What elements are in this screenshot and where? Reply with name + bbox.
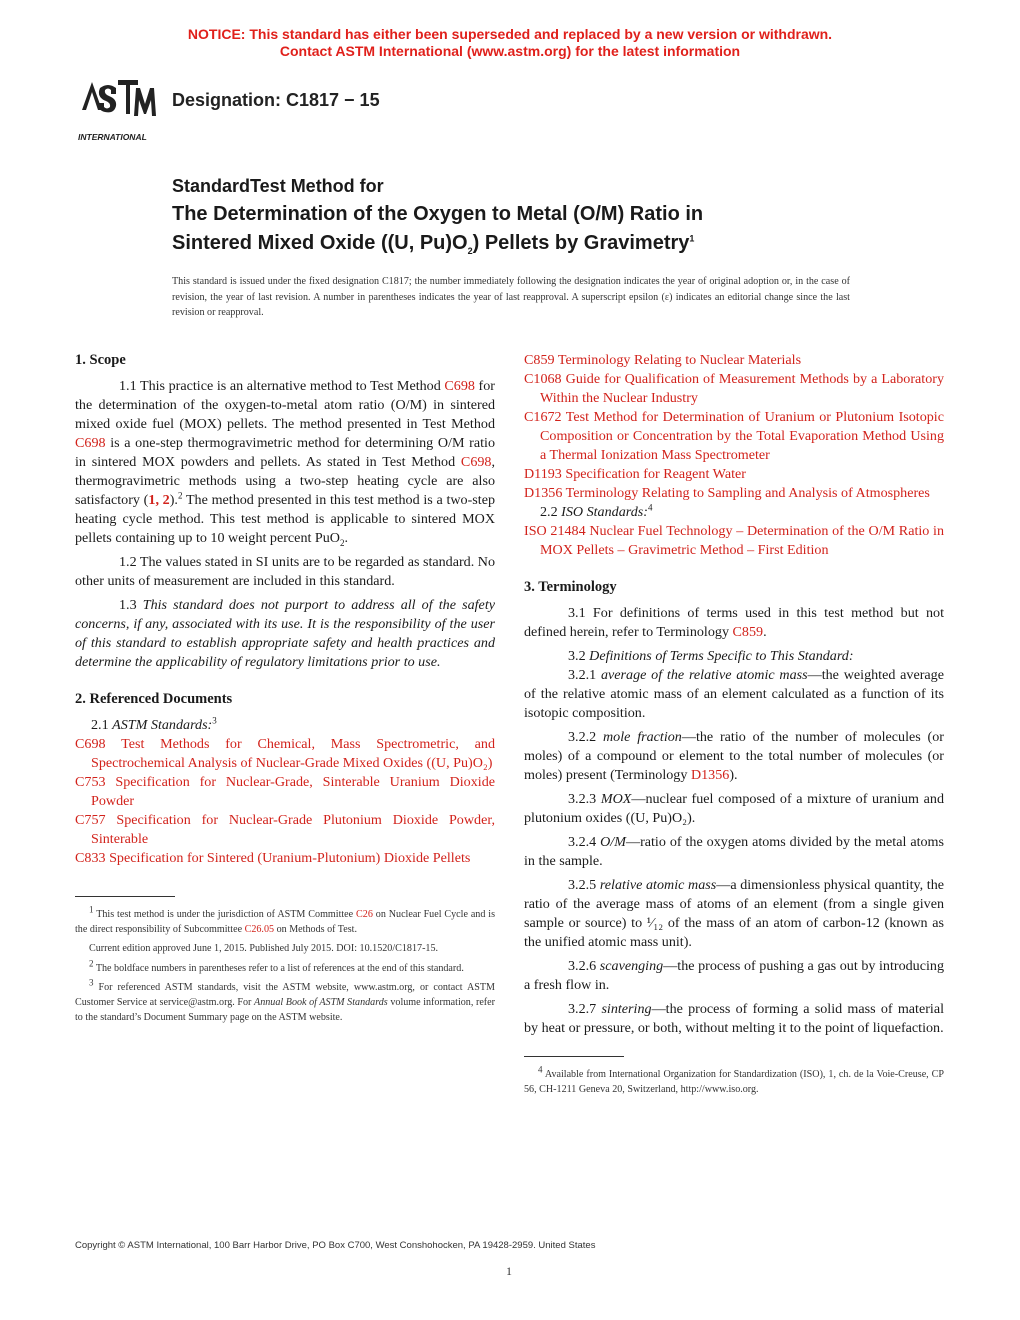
ref-link-c698[interactable]: C698: [444, 378, 475, 394]
reference-item: [524, 408, 944, 465]
ref-title-link[interactable]: Terminology Relating to Sampling and Analysis of Atmospheres: [565, 485, 930, 501]
reference-item: [524, 351, 944, 370]
ref-title-link[interactable]: Specification for Sintered (Uranium-Plutonium) Dioxide Pellets: [109, 850, 471, 866]
ref-code-link[interactable]: C1068: [524, 371, 562, 387]
definition-3-2-4: 3.2.4 O/M—ratio of the oxygen atoms divided by the metal atoms in the sample.: [524, 834, 944, 869]
terminology-3-2: 3.2 Definitions of Terms Specific to This Standard:: [568, 648, 854, 664]
definition-3-2-3: 3.2.3 MOX—nuclear fuel composed of a mixture of uranium and plutonium oxides ((U, Pu)O₂).: [524, 791, 944, 826]
reference-item: [75, 773, 495, 811]
ref-title-link[interactable]: Guide for Qualification of Measurement Methods by a Laboratory Within the Nuclear Industry: [540, 371, 945, 406]
reference-item: [75, 849, 495, 868]
footnote-1-edition: Current edition approved June 1, 2015. Published July 2015. DOI: 10.1520/C1817-15.: [89, 943, 439, 955]
ref-title-link[interactable]: Specification for Reagent Water: [565, 466, 746, 482]
reference-item: [524, 465, 944, 484]
iso-standards-label: 2.2 ISO Standards:$^4$: [540, 502, 653, 520]
right-column: [524, 351, 944, 1101]
section-scope-heading: 1. Scope: [75, 352, 126, 368]
definition-3-2-1: 3.2.1 average of the relative atomic mass—the weighted average of the relative atomic mass of an element calculated as a function of its isotopic composition.: [524, 667, 944, 721]
ref-title-link[interactable]: Test Methods for Chemical, Mass Spectrometric, and Spectrochemical Analysis of Nuclear-Grade Mixed Oxides ((U, Pu)O₂): [91, 736, 495, 771]
section-refdocs-heading: 2. Referenced Documents: [75, 691, 233, 707]
ref-link-c698[interactable]: C698: [75, 435, 106, 451]
reference-item: [524, 522, 944, 560]
footnote-2: $^2$ The boldface numbers in parentheses refer to a list of references at the end of this standard.: [89, 958, 464, 974]
reference-item: [524, 484, 944, 503]
designation: Designation: C1817 − 15: [172, 90, 380, 110]
ref-code-link[interactable]: C859: [524, 352, 555, 368]
scope-1-1: 1.1 This practice is an alternative method to Test Method C698 for the determination of the oxygen-to-metal atom ratio (O/M) in sintered mixed oxide fuel (MOX) pellets. The method presented in Test Method C698 is a one-step thermogravimetric method for determining O/M ratio in sintered MOX powders and pellets. As stated in Test Method C698, thermogravimetric methods using a two-step heating cycle are also satisfactory (1, 2).$^2$ The method presented in this test method is a two-step heating cycle method. This test method is applicable to sintered MOX pellets containing up to 10 weight percent PuO$_2$.: [75, 378, 496, 548]
footnotes-left: [75, 904, 496, 1025]
ref-title-link[interactable]: Specification for Nuclear-Grade, Sinterable Uranium Dioxide Powder: [91, 774, 495, 809]
ref-code-link[interactable]: D1193: [524, 466, 562, 482]
ref-code-link[interactable]: ISO 21484: [524, 523, 586, 539]
reference-item: [75, 811, 495, 849]
ref-code-link[interactable]: C757: [75, 812, 106, 828]
ref-title-link[interactable]: Test Method for Determination of Uranium or Plutonium Isotopic Composition or Concentration by the Total Evaporation Method Using a Thermal Ionization Mass Spectrometer: [540, 409, 944, 463]
ref-link-c26[interactable]: C26: [356, 909, 373, 920]
definition-3-2-5: 3.2.5 relative atomic mass—a dimensionless physical quantity, the ratio of the average mass of atoms of an element (from a single given sample or source) to ¹⁄₁₂ of the mass of an atom of carbon-12 (known as the unified atomic mass unit).: [524, 877, 944, 950]
ref-link-c859[interactable]: C859: [732, 624, 764, 640]
definition-3-2-6: 3.2.6 scavenging—the process of pushing a gas out by introducing a fresh flow in.: [524, 958, 944, 993]
notice-line-2: Contact ASTM International (www.astm.org) for the latest information: [279, 43, 741, 59]
page-number: 1: [506, 1264, 512, 1278]
ref-code-link[interactable]: D1356: [524, 485, 563, 501]
footnote-3: $^3$ For referenced ASTM standards, visit the ASTM website, www.astm.org, or contact ASTM Customer Service at service@astm.org. For Annual Book of ASTM Standards volume information, refer to the standard’s Document Summary page on the ASTM website.: [75, 977, 496, 1024]
astm-standards-list-left: [75, 735, 495, 868]
footnote-1: $^1$ This test method is under the jurisdiction of ASTM Committee C26 on Nuclear Fuel Cycle and is the direct responsibility of Subcommittee C26.05 on Methods of Test.: [75, 904, 496, 936]
scope-1-2: 1.2 The values stated in SI units are to be regarded as standard. No other units of measurement are included in this standard.: [75, 554, 495, 589]
astm-standards-list-right: [524, 351, 944, 503]
footnote-4: $^4$ Available from International Organization for Standardization (ISO), 1, ch. de la Voie-Creuse, CP 56, CH-1211 Geneva 20, Switzerland, http://www.iso.org.: [524, 1064, 945, 1096]
ref-link-d1356[interactable]: D1356: [690, 767, 730, 783]
ref-title-link[interactable]: Nuclear Fuel Technology – Determination of the O/M Ratio in MOX Pellets – Gravimetric Method – First Edition: [540, 523, 945, 558]
title-line-3: Sintered Mixed Oxide ((U, $Pu)O_2$) Pellets by Gravimetry$^1$: [172, 232, 695, 256]
ref-code-link[interactable]: C698: [75, 736, 106, 752]
astm-standards-label: 2.1 ASTM Standards:$^3$: [91, 715, 217, 733]
ref-code-link[interactable]: C1672: [524, 409, 562, 425]
ref-code-link[interactable]: C833: [75, 850, 106, 866]
notice-line-1: NOTICE: This standard has either been superseded and replaced by a new version or withdrawn.: [187, 26, 833, 42]
ref-code-link[interactable]: C753: [75, 774, 106, 790]
terminology-3-1: 3.1 For definitions of terms used in this test method but not defined herein, refer to Terminology C859.: [524, 605, 944, 640]
intro-paragraph: This standard is issued under the fixed designation C1817; the number immediately following the designation indicates the year of original adoption or, in the case of revision, the year of last revision. A number in parentheses indicates the year of last reapproval. A superscript epsilon (ε) indicates an editorial change since the last revision or reapproval.: [172, 276, 850, 318]
ref-link-c698[interactable]: C698: [460, 454, 492, 470]
left-column: [75, 351, 495, 1029]
definition-3-2-7: 3.2.7 sintering—the process of forming a solid mass of material by heat or pressure, or both, without melting it to the point of liquefaction.: [524, 1001, 944, 1036]
title-line-1: StandardTest Method for: [172, 176, 384, 196]
iso-standards-list: [524, 522, 944, 560]
section-terminology-heading: 3. Terminology: [524, 579, 617, 595]
footnote-rule: [75, 896, 175, 897]
logo-subtitle: INTERNATIONAL: [78, 132, 147, 142]
astm-logo: [72, 76, 162, 146]
ref-link-bibliography[interactable]: 1, 2: [148, 492, 170, 508]
notice-banner: [0, 26, 1020, 60]
title-line-2: The Determination of the Oxygen to Metal (O/M) Ratio in: [172, 203, 704, 225]
reference-item: [75, 735, 495, 773]
definition-3-2-2: 3.2.2 mole fraction—the ratio of the number of molecules (or moles) of a compound or element to the total number of molecules (or moles) present (Terminology D1356).: [524, 729, 944, 783]
ref-title-link[interactable]: Terminology Relating to Nuclear Materials: [557, 352, 802, 368]
title-block: [172, 176, 952, 258]
copyright-footer: Copyright © ASTM International, 100 Barr Harbor Drive, PO Box C700, West Conshohocken, PA 19428-2959. United States: [75, 1240, 596, 1251]
footnotes-right: [524, 1064, 945, 1097]
ref-title-link[interactable]: Specification for Nuclear-Grade Plutonium Dioxide Powder, Sinterable: [91, 812, 495, 847]
reference-item: [524, 370, 944, 408]
footnote-rule: [524, 1056, 624, 1057]
scope-1-3: 1.3 This standard does not purport to address all of the safety concerns, if any, associated with its use. It is the responsibility of the user of this standard to establish appropriate safety and health practices and determine the applicability of regulatory limitations prior to use.: [75, 597, 495, 670]
ref-link-c26-05[interactable]: C26.05: [244, 924, 275, 936]
